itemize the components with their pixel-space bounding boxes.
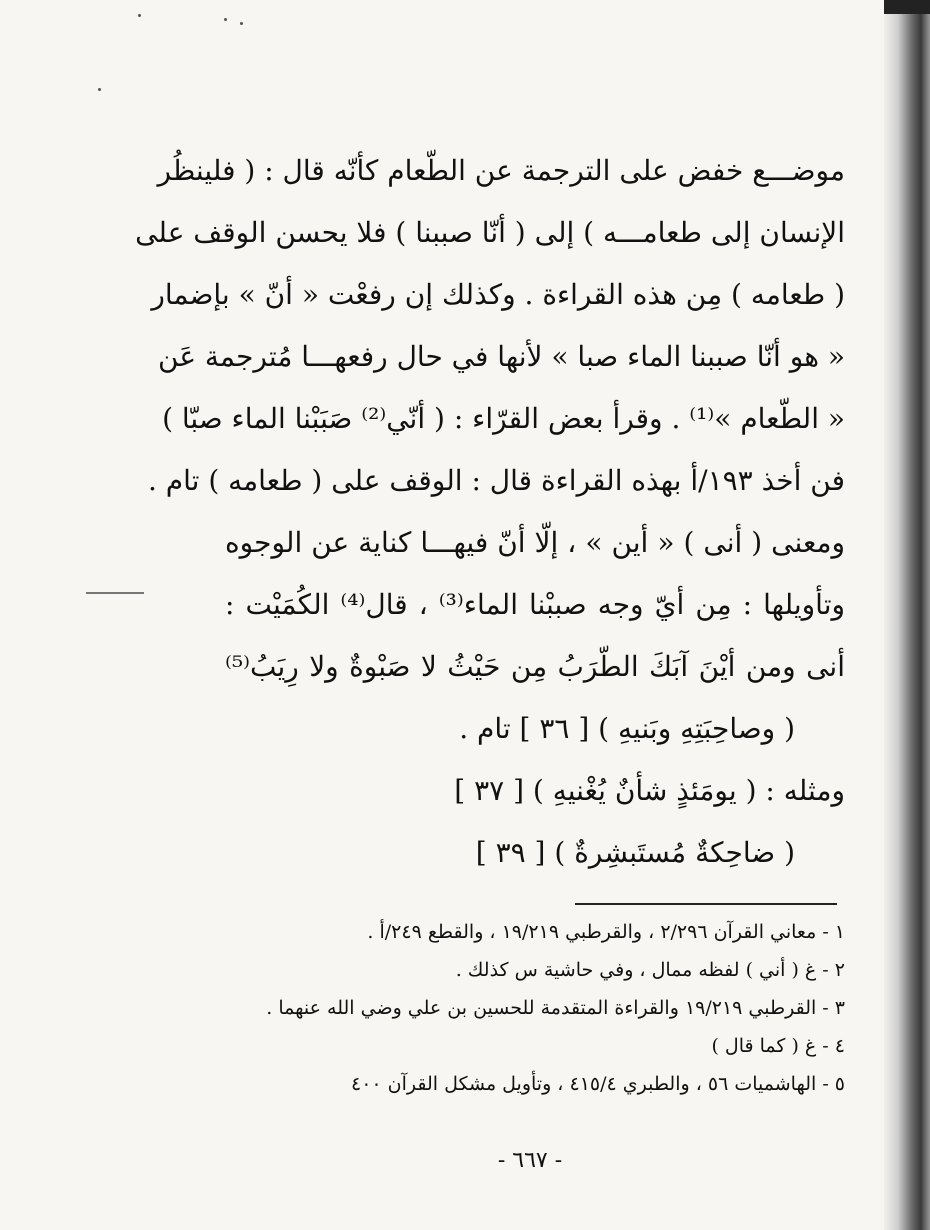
- page-number: - ٦٦٧ -: [497, 1148, 563, 1173]
- dust-speck: [138, 14, 141, 17]
- quran-verse-line: ( وصاحِبَتِهِ وبَنيهِ ) [ ٣٦ ] تام .: [459, 712, 795, 745]
- book-binding-edge: [884, 0, 930, 1230]
- footnote: ١ - معاني القرآن ٢/٢٩٦ ، والقرطبي ١٩/٢١٩ ، والقطع ٢٤٩/أ .: [367, 921, 845, 943]
- footnote: ٤ - غ ( كما قال ): [711, 1035, 845, 1057]
- body-line: الإنسان إلى طعامـــه ) إلى ( أنّا صببنا ) فلا يحسن الوقف على: [135, 216, 845, 249]
- body-line: ( طعامه ) مِن هذه القراءة . وكذلك إن رفعْت « أنّ » بإضمار: [151, 278, 845, 311]
- dust-speck: [240, 22, 243, 25]
- dust-speck: [224, 18, 227, 21]
- footnote: ٥ - الهاشميات ٥٦ ، والطبري ٤١٥/٤ ، وتأويل مشكل القرآن ٤٠٠: [351, 1073, 845, 1095]
- poetry-verse: أنى ومن أيْنَ آبَكَ الطّرَبُ مِن حَيْثُ لا صَبْوةٌ ولا رِيَبُ⁽⁵⁾: [225, 650, 845, 683]
- footnote: ٢ - غ ( أني ) لفظه ممال ، وفي حاشية س كذلك .: [455, 959, 845, 981]
- margin-mark: [86, 592, 144, 594]
- body-line: ومعنى ( أنى ) « أين » ، إلّا أنّ فيهـــا كناية عن الوجوه: [225, 526, 845, 559]
- dust-speck: [98, 88, 101, 91]
- main-text: [135, 140, 846, 884]
- footnote-divider: [575, 903, 837, 905]
- body-line: موضـــع خفض على الترجمة عن الطّعام كأنّه قال : ( فلينظُر: [157, 154, 845, 187]
- binding-shadow: [884, 0, 930, 14]
- quran-verse-line: ومثله : ( يومَئذٍ شأنٌ يُغْنيهِ ) [ ٣٧ ]: [454, 774, 845, 807]
- body-line: فن أخذ ١٩٣/أ بهذه القراءة قال : الوقف على ( طعامه ) تام .: [147, 464, 845, 497]
- body-line: وتأويلها : مِن أيّ وجه صببْنا الماء⁽³⁾ ، قال⁽⁴⁾ الكُمَيْت :: [225, 588, 846, 621]
- footnote: ٣ - القرطبي ١٩/٢١٩ والقراءة المتقدمة للحسين بن علي وضي الله عنهما .: [266, 997, 845, 1019]
- quran-verse-line: ( ضاحِكةٌ مُستَبشِرةٌ ) [ ٣٩ ]: [475, 836, 795, 869]
- footnotes: [240, 913, 845, 1103]
- body-line: « هو أنّا صببنا الماء صبا » لأنها في حال رفعهـــا مُترجمة عَن: [158, 340, 845, 373]
- body-line: « الطّعام »⁽¹⁾ . وقرأ بعض القرّاء : ( أنّي⁽²⁾ صَبَبْنا الماء صبّا ): [162, 402, 845, 435]
